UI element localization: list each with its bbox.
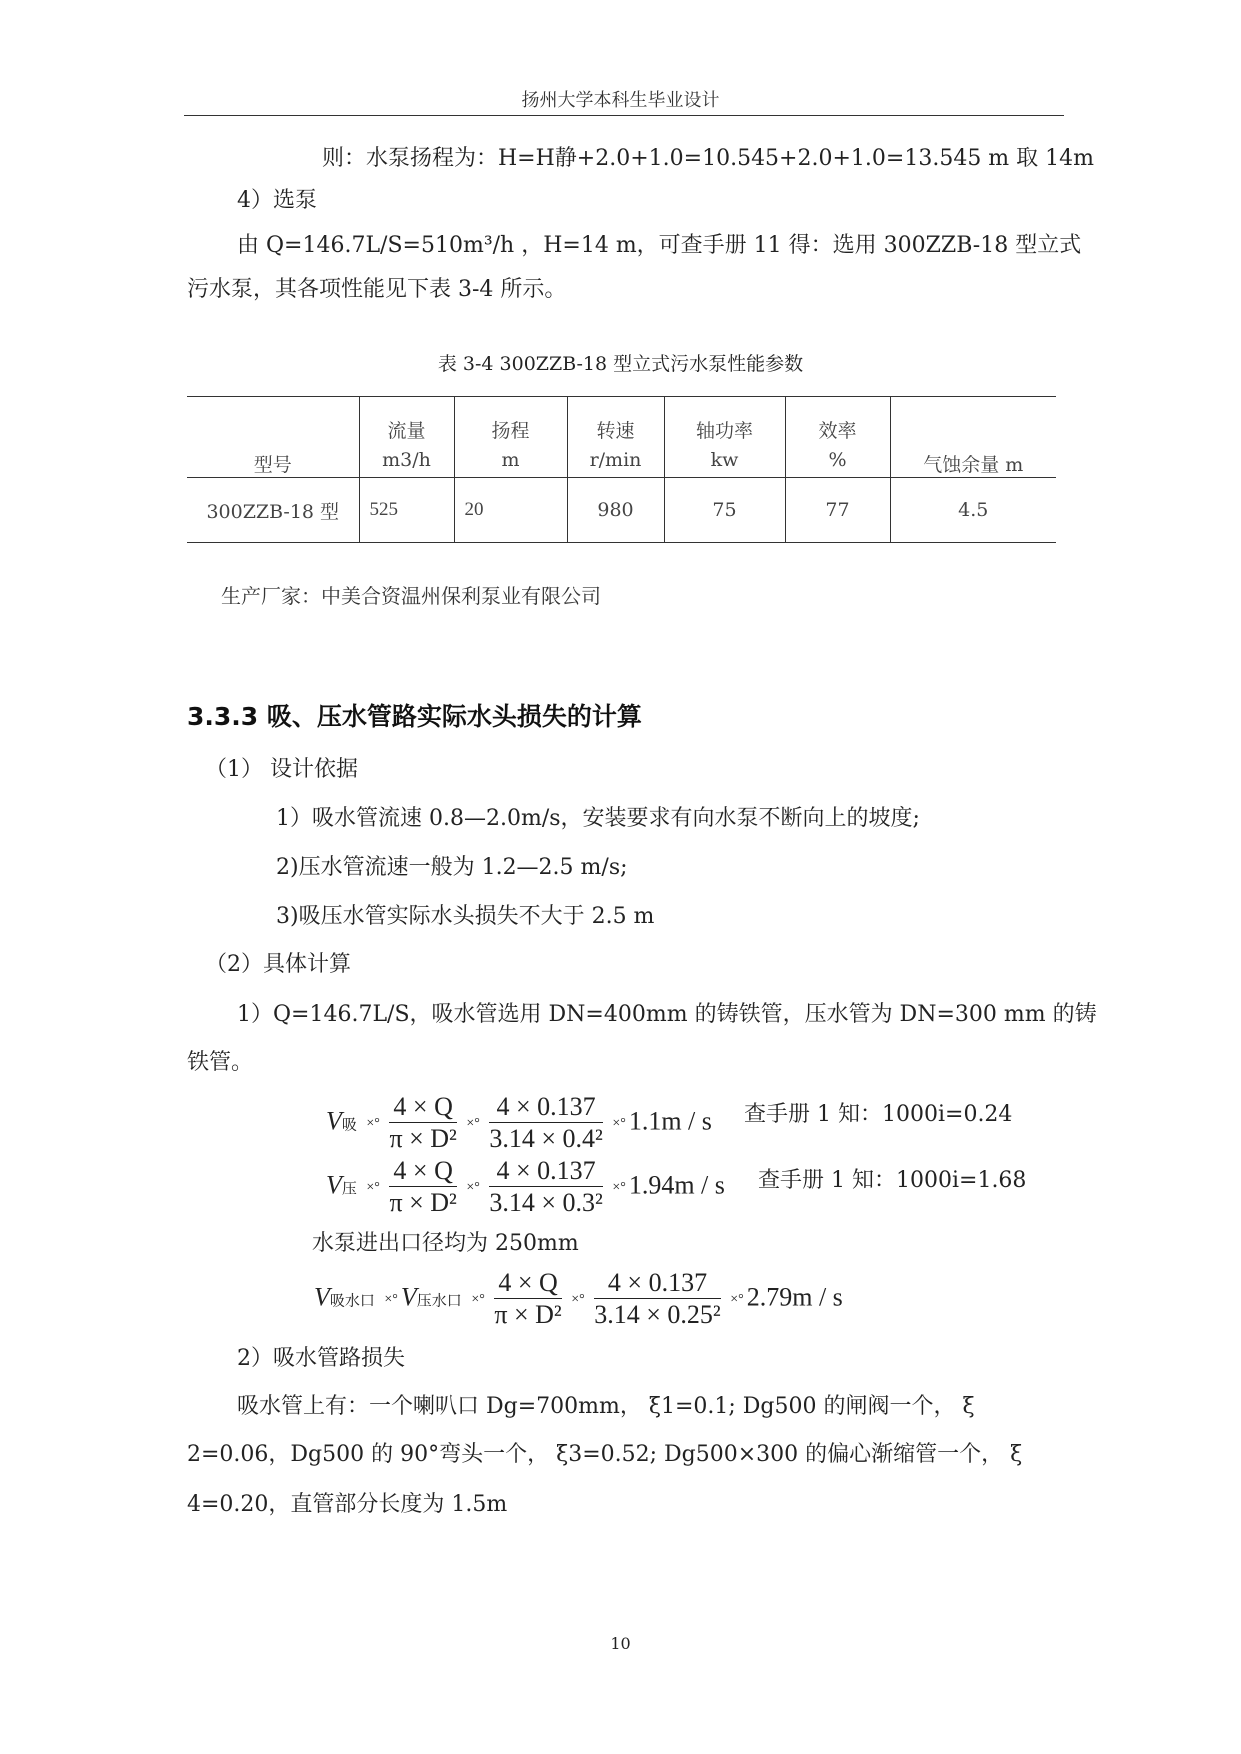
header-shaft-power: 轴功率 xyxy=(664,397,785,444)
basis-item-2: 2)压水管流速一般为 1.2—2.5 m/s; xyxy=(276,855,628,880)
eq3-frac-general xyxy=(494,1268,561,1331)
eq2-sym-3: ×° xyxy=(612,1179,626,1195)
equation-port-velocity xyxy=(314,1268,843,1331)
header-speed: 转速 xyxy=(567,397,664,444)
header-head: 扬程 xyxy=(454,397,567,444)
eq1-sym-1: ×° xyxy=(366,1115,380,1131)
calc-paragraph-line1: 1）Q=146.7L/S，吸水管选用 DN=400mm 的铸铁管，压水管为 DN=300 mm 的铸 xyxy=(237,1002,1097,1027)
eq2-den1: π × D² xyxy=(389,1188,457,1217)
eq2-lhs: V xyxy=(326,1170,342,1200)
eq3-result: 2.79m / s xyxy=(746,1282,843,1312)
eq2-num1: 4 × Q xyxy=(389,1156,456,1187)
equation-discharge-velocity xyxy=(326,1156,725,1219)
eq3-lhs2-sub: 压水口 xyxy=(416,1293,462,1310)
pump-performance-table xyxy=(187,396,1056,543)
cell-efficiency: 77 xyxy=(785,478,890,543)
eq1-frac-general xyxy=(389,1092,456,1155)
eq3-sym-3: ×° xyxy=(571,1291,585,1307)
eq2-note: 查手册 1 知：1000i=1.68 xyxy=(758,1168,1027,1193)
suction-line-1: 吸水管上有：一个喇叭口 Dg=700mm， ξ1=0.1; Dg500 的闸阀一个， ξ xyxy=(237,1394,975,1419)
header-npsh: 气蚀余量 m xyxy=(890,397,1056,478)
selection-paragraph-line2: 污水泵，其各项性能见下表 3-4 所示。 xyxy=(187,277,567,302)
basis-title: （1） 设计依据 xyxy=(205,757,358,782)
cell-npsh: 4.5 xyxy=(890,478,1056,543)
eq3-sym-2: ×° xyxy=(471,1291,485,1307)
eq3-den2: 3.14 × 0.25² xyxy=(594,1300,721,1329)
cell-flow: 525 xyxy=(359,478,454,543)
cell-speed: 980 xyxy=(567,478,664,543)
eq1-den2: 3.14 × 0.4² xyxy=(489,1124,603,1153)
eq1-num1: 4 × Q xyxy=(389,1092,456,1123)
eq1-lhs-sub: 吸 xyxy=(341,1117,357,1134)
eq3-sym-1: ×° xyxy=(384,1291,398,1307)
table-caption: 表 3-4 300ZZB-18 型立式污水泵性能参数 xyxy=(437,353,804,375)
eq2-frac-values xyxy=(489,1156,602,1219)
unit-shaft-power: kw xyxy=(664,443,785,478)
unit-head: m xyxy=(454,443,567,478)
header-rule xyxy=(184,115,1064,116)
eq3-lhs2: V xyxy=(400,1282,417,1312)
running-header: 扬州大学本科生毕业设计 xyxy=(521,90,720,111)
page-number: 10 xyxy=(610,1634,631,1653)
section-heading: 3.3.3 吸、压水管路实际水头损失的计算 xyxy=(187,702,642,731)
eq3-num1: 4 × Q xyxy=(494,1268,561,1299)
unit-speed: r/min xyxy=(567,443,664,478)
cell-model: 300ZZB-18 型 xyxy=(187,478,359,543)
cell-head: 20 xyxy=(454,478,567,543)
unit-efficiency: % xyxy=(785,443,890,478)
eq1-lhs: V xyxy=(326,1106,342,1136)
calc-title: （2）具体计算 xyxy=(205,952,351,977)
eq1-sym-3: ×° xyxy=(612,1115,626,1131)
header-flow: 流量 xyxy=(359,397,454,444)
eq1-frac-values xyxy=(489,1092,602,1155)
inlet-outlet-note: 水泵进出口径均为 250mm xyxy=(312,1231,579,1256)
pump-head-paragraph: 则：水泵扬程为：H=H静+2.0+1.0=10.545+2.0+1.0=13.545 m 取 14m xyxy=(322,146,1095,171)
suction-loss-title: 2）吸水管路损失 xyxy=(237,1346,405,1371)
eq2-num2: 4 × 0.137 xyxy=(489,1156,602,1187)
suction-line-3: 4=0.20，直管部分长度为 1.5m xyxy=(187,1492,508,1517)
eq3-sym-4: ×° xyxy=(730,1291,744,1307)
eq1-result: 1.1m / s xyxy=(628,1106,712,1136)
eq2-den2: 3.14 × 0.3² xyxy=(489,1188,603,1217)
basis-item-1: 1）吸水管流速 0.8—2.0m/s，安装要求有向水泵不断向上的坡度; xyxy=(276,806,920,831)
eq3-den1: π × D² xyxy=(494,1300,562,1329)
select-pump-title: 4）选泵 xyxy=(237,188,317,213)
eq3-frac-values xyxy=(594,1268,720,1331)
manufacturer-note: 生产厂家：中美合资温州保利泵业有限公司 xyxy=(221,584,601,608)
selection-paragraph-line1: 由 Q=146.7L/S=510m³/h ，H=14 m，可查手册 11 得：选用 300ZZB-18 型立式 xyxy=(237,233,1082,258)
eq1-note: 查手册 1 知：1000i=0.24 xyxy=(744,1102,1013,1127)
eq2-sym-1: ×° xyxy=(366,1179,380,1195)
eq2-lhs-sub: 压 xyxy=(341,1181,357,1198)
cell-shaft-power: 75 xyxy=(664,478,785,543)
unit-flow: m3/h xyxy=(359,443,454,478)
eq3-lhs1-sub: 吸水口 xyxy=(329,1293,375,1310)
eq1-num2: 4 × 0.137 xyxy=(489,1092,602,1123)
eq2-sym-2: ×° xyxy=(466,1179,480,1195)
eq1-sym-2: ×° xyxy=(466,1115,480,1131)
eq3-num2: 4 × 0.137 xyxy=(594,1268,720,1299)
calc-paragraph-line2: 铁管。 xyxy=(187,1050,254,1075)
eq1-den1: π × D² xyxy=(389,1124,457,1153)
equation-suction-velocity xyxy=(326,1092,712,1155)
eq2-result: 1.94m / s xyxy=(628,1170,725,1200)
header-efficiency: 效率 xyxy=(785,397,890,444)
header-model: 型号 xyxy=(187,397,359,478)
basis-item-3: 3)吸压水管实际水头损失不大于 2.5 m xyxy=(276,904,655,929)
eq2-frac-general xyxy=(389,1156,456,1219)
eq3-lhs1: V xyxy=(314,1282,330,1312)
suction-line-2: 2=0.06，Dg500 的 90°弯头一个， ξ3=0.52; Dg500×300 的偏心渐缩管一个， ξ xyxy=(187,1442,1023,1467)
